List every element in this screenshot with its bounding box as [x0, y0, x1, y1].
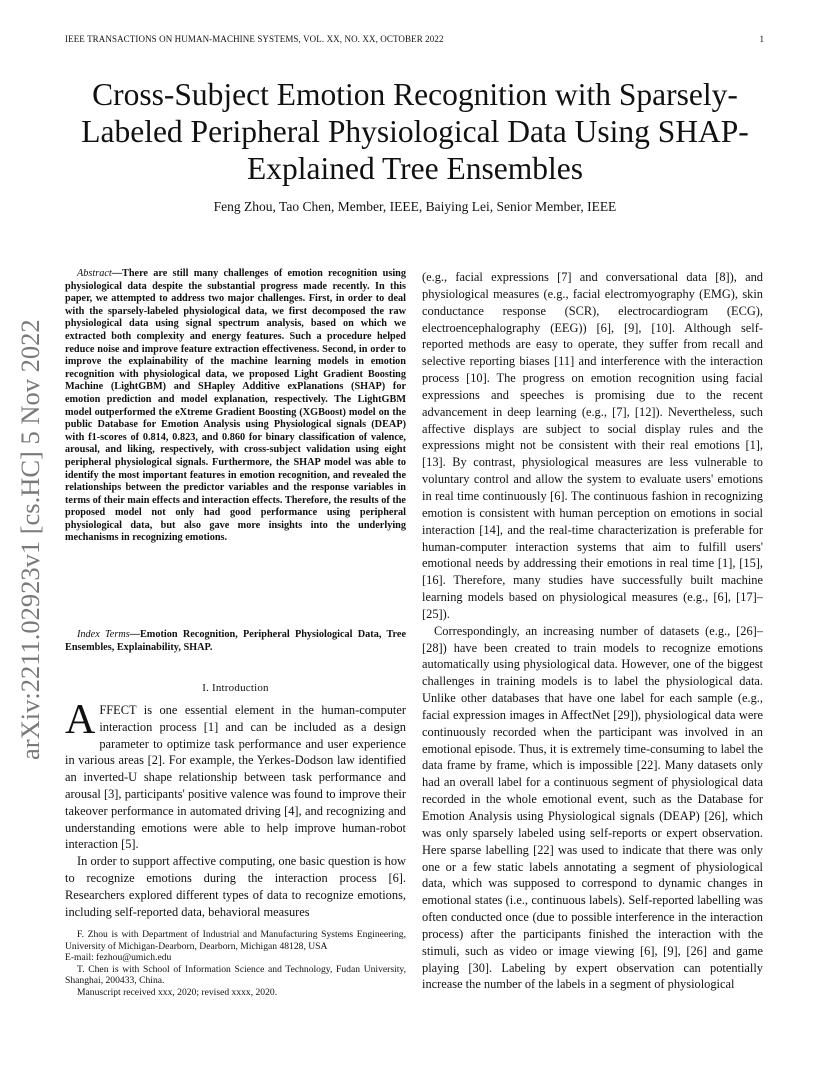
- section-heading: I. Introduction: [202, 682, 269, 694]
- footnote-email: E-mail: fezhou@umich.edu: [65, 952, 172, 964]
- footnote-affiliation-chen: T. Chen is with School of Information Science and Technology, Fudan University, Shanghai, 200433, China.: [65, 963, 406, 987]
- abstract: [65, 268, 406, 545]
- footnote-manuscript: Manuscript received xxx, 2020; revised xxxx, 2020.: [77, 986, 278, 998]
- page-number: 1: [759, 34, 764, 44]
- drop-cap: A: [65, 697, 96, 743]
- abstract-lead: Abstract: [77, 268, 112, 279]
- author-line: Feng Zhou, Tao Chen, Member, IEEE, Baiying Lei, Senior Member, IEEE: [213, 199, 617, 214]
- introduction-text: [65, 697, 406, 920]
- index-terms-body: —Emotion Recognition, Peripheral Physiological Data, Tree Ensembles, Explainability, SHAP.: [65, 629, 406, 653]
- body-paragraph: (e.g., facial expressions [7] and conversational data [8]), and physiological measures (e.g., facial electromyography (EMG), skin conductance response (SCR), electrocardiogram (ECG), electroencephalography (EEG)) [6], [9], [10]. Although self-reported methods are easy to operate, they suffer from recall and selective reporting biases [11] and interference with the interaction process [10]. The progress on emotion recognition using facial expressions and speeches is promising due to the recent advancement in deep learning (e.g., [7], [12]). Nevertheless, such affective displays are subject to social display rules and the expressions might not be consistent with their real emotions [1], [13]. By contrast, physiological measures are less vulnerable to voluntary control and allow the system to evaluate users' emotions in real time continuously [6]. The continuous fashion in recognizing emotion is consistent with human perception on emotions in social interaction [14], and the real-time characterization is preferable for human-computer interaction systems that aim to fulfill users' emotional needs by addressing their emotions in real time [1], [15], [16]. Therefore, many studies have successfully built machine learning models based on physiological measures (e.g., [6], [17]–[25]).: [422, 270, 763, 621]
- body-paragraph: Correspondingly, an increasing number of datasets (e.g., [26]–[28]) have been created to train models to recognize emotions automatically using physiological data. However, one of the biggest challenges in training models is to label the physiological data. Unlike other databases that have one label for each sample (e.g., facial expression images in AffectNet [29]), physiological data were continuously recorded when the participant was involved in an emotional episode. Thus, it is extremely time-consuming to label the data frame by frame, which is impossible [22]. Many datasets only had an overall label for a continuous segment of physiological data recorded in the whole emotional event, such as the Database for Emotion Analysis using Physiological signals (DEAP) [26], which was only sparsely labeled using self-reports or expert observation. Here sparse labelling [22] was used to indicate that there was only one or a few static labels annotating a segment of physiological data, which was supposed to correspond to dynamic changes in emotional states (i.e., continuous labels). Self-reported labelling was often conducted once (due to possible interference in the interaction process) after the participants finished the interaction with the stimuli, such as video or image viewing [6], [9], [26] and game playing [30]. Labeling by expert observation can potentially increase the number of the labels in a segment of physiological: [422, 623, 763, 992]
- abstract-body: —There are still many challenges of emotion recognition using physiological data despite the substantial progress made recently. In this paper, we attempted to address two major challenges. First, in order to deal with the sparsely-labeled physiological data, we first decomposed the raw physiological data using signal spectrum analysis, based on which we extracted both complexity and energy features. Such a procedure helped reduce noise and improve feature extraction effectiveness. Second, in order to improve the explainability of the machine learning models in emotion recognition with physiological data, we proposed Light Gradient Boosting Machine (LightGBM) and SHapley Additive exPlanations (SHAP) for emotion prediction and model explanation, respectively. The LightGBM model outperformed the eXtreme Gradient Boosting (XGBoost) model on the public Database for Emotion Analysis using Physiological signals (DEAP) with f1-scores of 0.814, 0.823, and 0.860 for binary classification of valence, arousal, and liking, respectively, with cross-subject validation using eight peripheral physiological signals. Furthermore, the SHAP model was able to identify the most important features in emotion recognition, and revealed the relationships between the predictor variables and the response variables in terms of their main effects and interaction effects. Therefore, the results of the proposed model not only had good performance using peripheral physiological data, but also gave more insights into the underlying mechanisms in recognizing emotions.: [65, 268, 406, 544]
- index-terms-lead: Index Terms: [77, 629, 130, 640]
- running-head: IEEE TRANSACTIONS ON HUMAN-MACHINE SYSTEMS, VOL. XX, NO. XX, OCTOBER 2022: [65, 34, 444, 44]
- intro-paragraph: AFFECT is one essential element in the human-computer interaction process [1] and can be included as a design parameter to optimize task performance and user experience in various areas [2]. For example, the Yerkes-Dodson law identified an inverted-U shape relationship between task performance and arousal [3], participants' positive valence was found to improve their takeover performance in automated driving [4], and recognizing and understanding emotions were able to help improve human-robot interaction [5].: [65, 697, 406, 852]
- arxiv-stamp: arXiv:2211.02923v1 [cs.HC] 5 Nov 2022: [15, 319, 45, 760]
- footnote-affiliation-zhou: F. Zhou is with Department of Industrial and Manufacturing Systems Engineering, University of Michigan-Dearborn, Dearborn, Michigan 48128, USA: [65, 929, 406, 952]
- right-column-text: [422, 269, 763, 993]
- footnotes: [65, 929, 406, 999]
- intro-paragraph: In order to support affective computing, one basic question is how to recognize emotions during the interaction process [6]. Researchers explored different types of data to recognize emotions, including self-reported data, behavioral measures: [65, 854, 406, 919]
- index-terms: [65, 629, 406, 654]
- paper-title: Cross-Subject Emotion Recognition with Sparsely-Labeled Peripheral Physiological Data Using SHAP-Explained Tree Ensembles: [81, 77, 749, 186]
